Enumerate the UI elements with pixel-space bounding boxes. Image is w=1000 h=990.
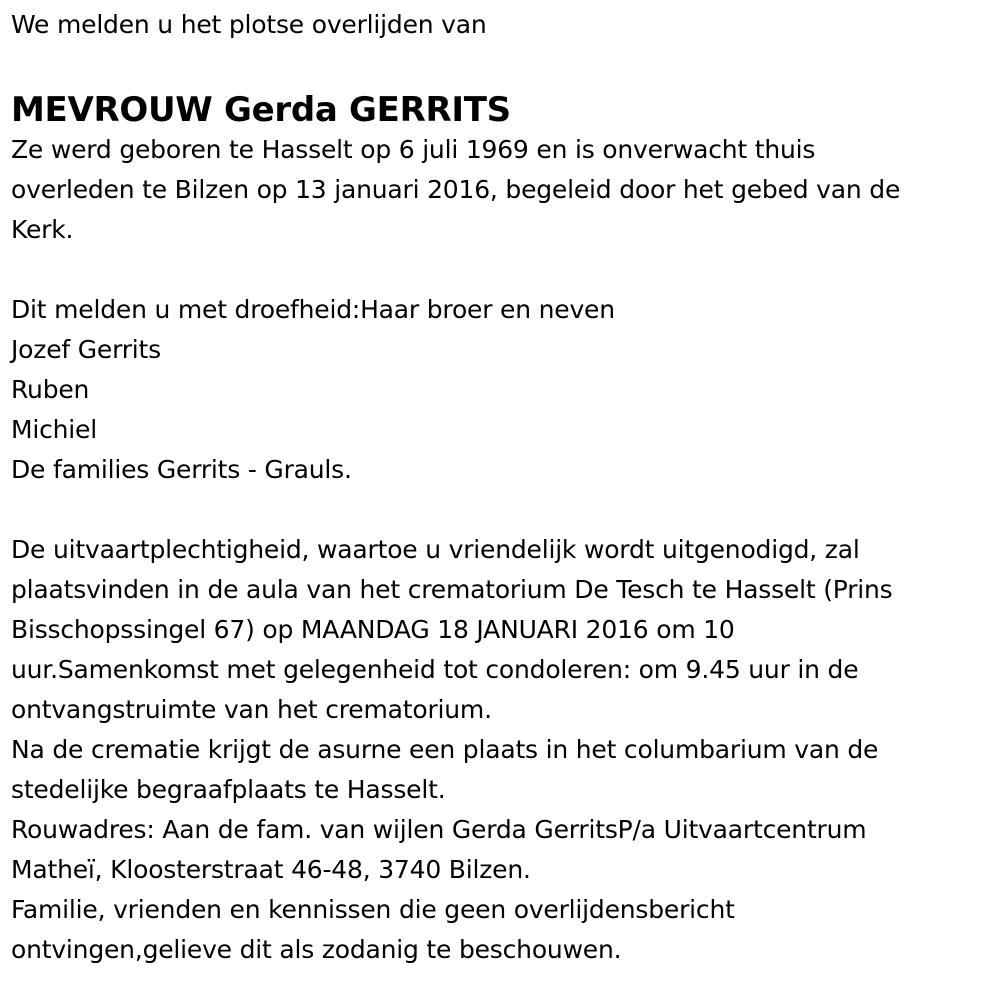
paragraph-line: ontvingen,gelieve dit als zodanig te beschouwen.	[11, 935, 622, 964]
deceased-name-title: MEVROUW Gerda GERRITS	[11, 90, 511, 130]
intro-text: We melden u het plotse overlijden van	[11, 10, 487, 39]
paragraph-line: plaatsvinden in de aula van het crematorium De Tesch te Hasselt (Prins	[11, 575, 893, 604]
paragraph-line: Bisschopssingel 67) op MAANDAG 18 JANUARI 2016 om 10	[11, 615, 735, 644]
paragraph-line: De uitvaartplechtigheid, waartoe u vriendelijk wordt uitgenodigd, zal	[11, 535, 860, 564]
paragraph-line: Kerk.	[11, 215, 74, 244]
birth-death-paragraph	[11, 130, 996, 250]
paragraph-line: Ze werd geboren te Hasselt op 6 juli 1969 en is onverwacht thuis	[11, 135, 816, 164]
funeral-details-paragraph	[11, 530, 996, 970]
mourners-intro-line: Dit melden u met droefheid:Haar broer en neven	[11, 295, 615, 324]
mourner-name: De families Gerrits - Grauls.	[11, 455, 352, 484]
paragraph-line: ontvangstruimte van het crematorium.	[11, 695, 492, 724]
mourner-name: Jozef Gerrits	[11, 335, 161, 364]
mourner-name: Ruben	[11, 375, 90, 404]
paragraph-line: Rouwadres: Aan de fam. van wijlen Gerda GerritsP/a Uitvaartcentrum	[11, 815, 867, 844]
obituary-notice	[11, 0, 996, 970]
paragraph-line: overleden te Bilzen op 13 januari 2016, begeleid door het gebed van de	[11, 175, 901, 204]
paragraph-line: stedelijke begraafplaats te Hasselt.	[11, 775, 446, 804]
paragraph-line: Familie, vrienden en kennissen die geen overlijdensbericht	[11, 895, 735, 924]
paragraph-line: Matheï, Kloosterstraat 46-48, 3740 Bilzen.	[11, 855, 531, 884]
paragraph-line: Na de crematie krijgt de asurne een plaats in het columbarium van de	[11, 735, 879, 764]
paragraph-line: uur.Samenkomst met gelegenheid tot condoleren: om 9.45 uur in de	[11, 655, 859, 684]
mourner-name: Michiel	[11, 415, 97, 444]
mourners-paragraph	[11, 290, 996, 490]
